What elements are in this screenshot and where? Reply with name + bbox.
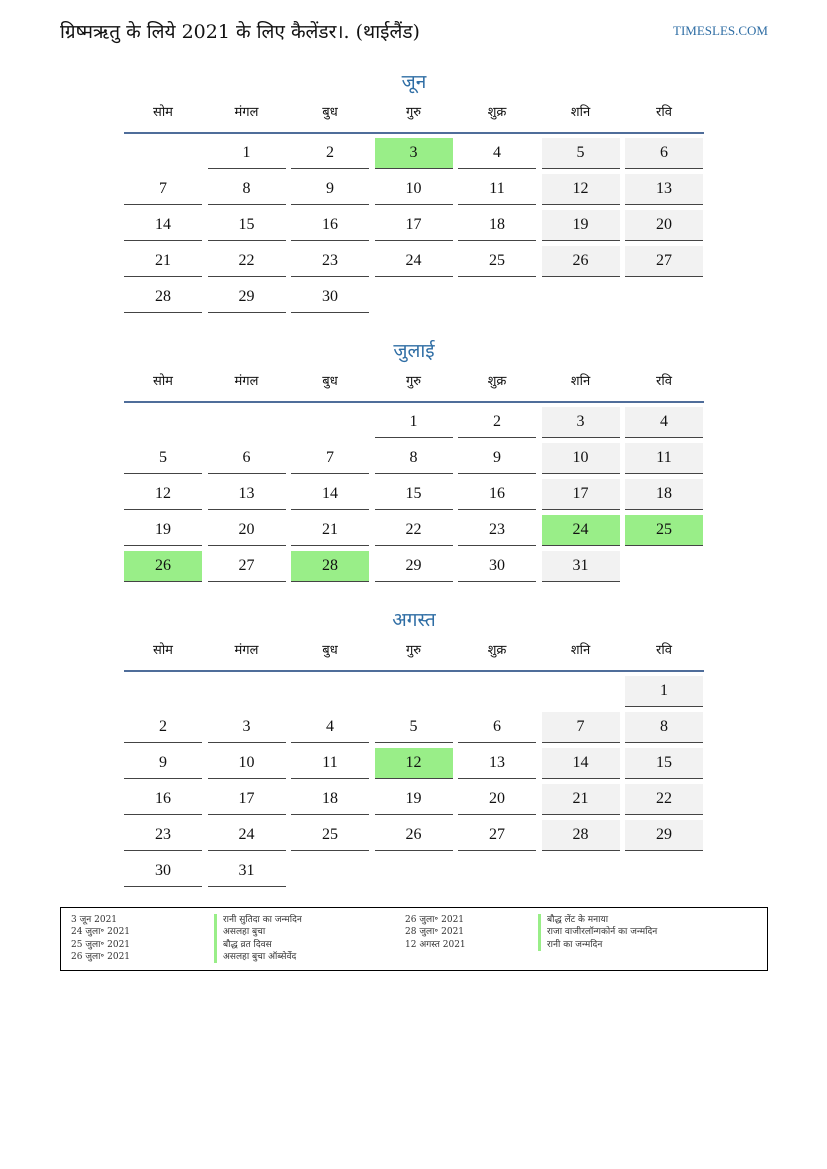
- day-cell: 31: [208, 856, 286, 887]
- day-cell: 9: [458, 443, 536, 474]
- day-cell: 3: [375, 138, 453, 169]
- legend-date: 3 जून 2021: [71, 915, 118, 925]
- weekday-label: शनि: [570, 643, 591, 658]
- site-link[interactable]: TIMESLES.COM: [673, 23, 768, 38]
- day-cell: 17: [542, 479, 620, 510]
- day-cell: 29: [625, 820, 703, 851]
- day-cell: 10: [542, 443, 620, 474]
- day-cell: 3: [208, 712, 286, 743]
- day-cell: 16: [291, 210, 369, 241]
- day-cell: 2: [458, 407, 536, 438]
- day-cell: 26: [124, 551, 202, 582]
- day-cell: 15: [375, 479, 453, 510]
- day-cell: 17: [375, 210, 453, 241]
- day-cell: 23: [124, 820, 202, 851]
- day-cell: 27: [208, 551, 286, 582]
- day-cell: 28: [124, 282, 202, 313]
- day-cell: 23: [458, 515, 536, 546]
- legend-right-dates: [405, 914, 466, 951]
- day-cell: 4: [458, 138, 536, 169]
- legend-holiday-name: बौद्ध व्रत दिवस: [214, 939, 302, 951]
- day-cell: 2: [124, 712, 202, 743]
- day-cell: 7: [124, 174, 202, 205]
- legend-holiday-name: असलहा बुचा ऑब्सेर्वेद: [214, 951, 302, 963]
- day-cell: 19: [542, 210, 620, 241]
- day-cell: 5: [124, 443, 202, 474]
- day-cell: 30: [458, 551, 536, 582]
- weekday-label: रवि: [656, 105, 672, 120]
- legend-holiday-name: रानी का जन्मदिन: [538, 939, 657, 951]
- month-july: [124, 337, 704, 574]
- day-cell: 16: [458, 479, 536, 510]
- day-cell: 6: [208, 443, 286, 474]
- day-cell: 18: [291, 784, 369, 815]
- weekday-label: सोम: [153, 105, 173, 120]
- weekday-label: शुक्र: [487, 643, 507, 658]
- day-cell: 10: [375, 174, 453, 205]
- day-cell: 21: [291, 515, 369, 546]
- day-cell: 1: [208, 138, 286, 169]
- legend-right-names: [538, 914, 657, 951]
- weekday-header-row: [124, 102, 704, 134]
- day-cell: 19: [124, 515, 202, 546]
- day-cell: 8: [375, 443, 453, 474]
- weekday-label: गुरु: [405, 374, 422, 389]
- weekday-label: मंगल: [234, 374, 259, 389]
- day-cell: 28: [291, 551, 369, 582]
- day-cell: 4: [291, 712, 369, 743]
- day-cell: 25: [291, 820, 369, 851]
- day-cell: 7: [291, 443, 369, 474]
- day-cell: 7: [542, 712, 620, 743]
- day-cell: 11: [625, 443, 703, 474]
- weekday-label: शनि: [570, 105, 591, 120]
- day-cell: 11: [291, 748, 369, 779]
- day-cell: 20: [458, 784, 536, 815]
- day-cell: 10: [208, 748, 286, 779]
- day-cell: 6: [625, 138, 703, 169]
- day-cell: 14: [542, 748, 620, 779]
- day-cell: 5: [542, 138, 620, 169]
- month-june: [124, 68, 704, 305]
- day-cell: 11: [458, 174, 536, 205]
- day-cell: 21: [124, 246, 202, 277]
- day-cell: 19: [375, 784, 453, 815]
- day-cell: 26: [542, 246, 620, 277]
- day-cell: 18: [625, 479, 703, 510]
- weekday-label: बुध: [322, 105, 338, 120]
- day-cell: 31: [542, 551, 620, 582]
- weekday-label: बुध: [322, 374, 338, 389]
- legend-holiday-name: रानी सुतिदा का जन्मदिन: [214, 914, 302, 926]
- weekday-label: रवि: [656, 643, 672, 658]
- legend-date: 12 अगस्त 2021: [405, 939, 466, 950]
- day-cell: 2: [291, 138, 369, 169]
- weekday-label: शुक्र: [487, 374, 507, 389]
- day-cell: 5: [375, 712, 453, 743]
- day-cell: 24: [375, 246, 453, 277]
- legend-left-dates: [71, 914, 130, 963]
- day-cell: 30: [124, 856, 202, 887]
- day-cell: 12: [375, 748, 453, 779]
- day-cell: 14: [124, 210, 202, 241]
- weekday-label: मंगल: [234, 643, 259, 658]
- day-cell: 13: [625, 174, 703, 205]
- day-cell: 25: [458, 246, 536, 277]
- day-cell: 8: [625, 712, 703, 743]
- holiday-legend: [60, 907, 768, 971]
- legend-date: 26 जुला॰ 2021: [71, 951, 131, 962]
- day-cell: 8: [208, 174, 286, 205]
- weekday-label: मंगल: [234, 105, 259, 120]
- day-cell: 3: [542, 407, 620, 438]
- month-title: जून: [401, 71, 427, 93]
- day-cell: 6: [458, 712, 536, 743]
- day-cell: 26: [375, 820, 453, 851]
- day-cell: 1: [375, 407, 453, 438]
- day-cell: 30: [291, 282, 369, 313]
- day-cell: 27: [458, 820, 536, 851]
- page-title: ग्रिष्मऋतु के लिये 2021 के लिए कैलेंडर।. (थाईलैंड): [60, 21, 420, 43]
- day-cell: 15: [208, 210, 286, 241]
- legend-date: 26 जुला॰ 2021: [405, 915, 465, 925]
- weekday-header-row: [124, 371, 704, 403]
- day-cell: 9: [124, 748, 202, 779]
- day-cell: 21: [542, 784, 620, 815]
- day-cell: 20: [625, 210, 703, 241]
- day-cell: 13: [208, 479, 286, 510]
- day-cell: 25: [625, 515, 703, 546]
- day-cell: 20: [208, 515, 286, 546]
- day-cell: 24: [542, 515, 620, 546]
- day-cell: 9: [291, 174, 369, 205]
- weekday-label: सोम: [153, 643, 173, 658]
- legend-holiday-name: राजा वाजीरलॉन्गकोर्न का जन्मदिन: [538, 926, 657, 938]
- day-cell: 23: [291, 246, 369, 277]
- day-cell: 29: [208, 282, 286, 313]
- weekday-label: गुरु: [405, 105, 422, 120]
- page-header: [60, 18, 768, 48]
- legend-date: 28 जुला॰ 2021: [405, 927, 465, 938]
- day-cell: 1: [625, 676, 703, 707]
- weekday-label: गुरु: [405, 643, 422, 658]
- weekday-label: रवि: [656, 374, 672, 389]
- day-cell: 15: [625, 748, 703, 779]
- day-cell: 22: [208, 246, 286, 277]
- day-cell: 13: [458, 748, 536, 779]
- weekday-header-row: [124, 640, 704, 672]
- day-cell: 16: [124, 784, 202, 815]
- legend-holiday-name: असलहा बुचा: [214, 926, 302, 938]
- day-cell: 27: [625, 246, 703, 277]
- day-cell: 24: [208, 820, 286, 851]
- weekday-label: शनि: [570, 374, 591, 389]
- day-cell: 22: [375, 515, 453, 546]
- month-august: [124, 606, 704, 879]
- day-cell: 4: [625, 407, 703, 438]
- day-cell: 17: [208, 784, 286, 815]
- day-cell: 28: [542, 820, 620, 851]
- month-title: अगस्त: [392, 609, 436, 631]
- weekday-label: सोम: [153, 374, 173, 389]
- day-cell: 22: [625, 784, 703, 815]
- day-cell: 29: [375, 551, 453, 582]
- weekday-label: शुक्र: [487, 105, 507, 120]
- day-cell: 12: [542, 174, 620, 205]
- legend-left-names: [214, 914, 302, 963]
- legend-holiday-name: बौद्ध लेंट के मनाया: [538, 914, 657, 926]
- weekday-label: बुध: [322, 643, 338, 658]
- month-title: जुलाई: [393, 340, 435, 362]
- legend-date: 25 जुला॰ 2021: [71, 939, 131, 950]
- day-cell: 14: [291, 479, 369, 510]
- day-cell: 18: [458, 210, 536, 241]
- legend-date: 24 जुला॰ 2021: [71, 927, 131, 938]
- day-cell: 12: [124, 479, 202, 510]
